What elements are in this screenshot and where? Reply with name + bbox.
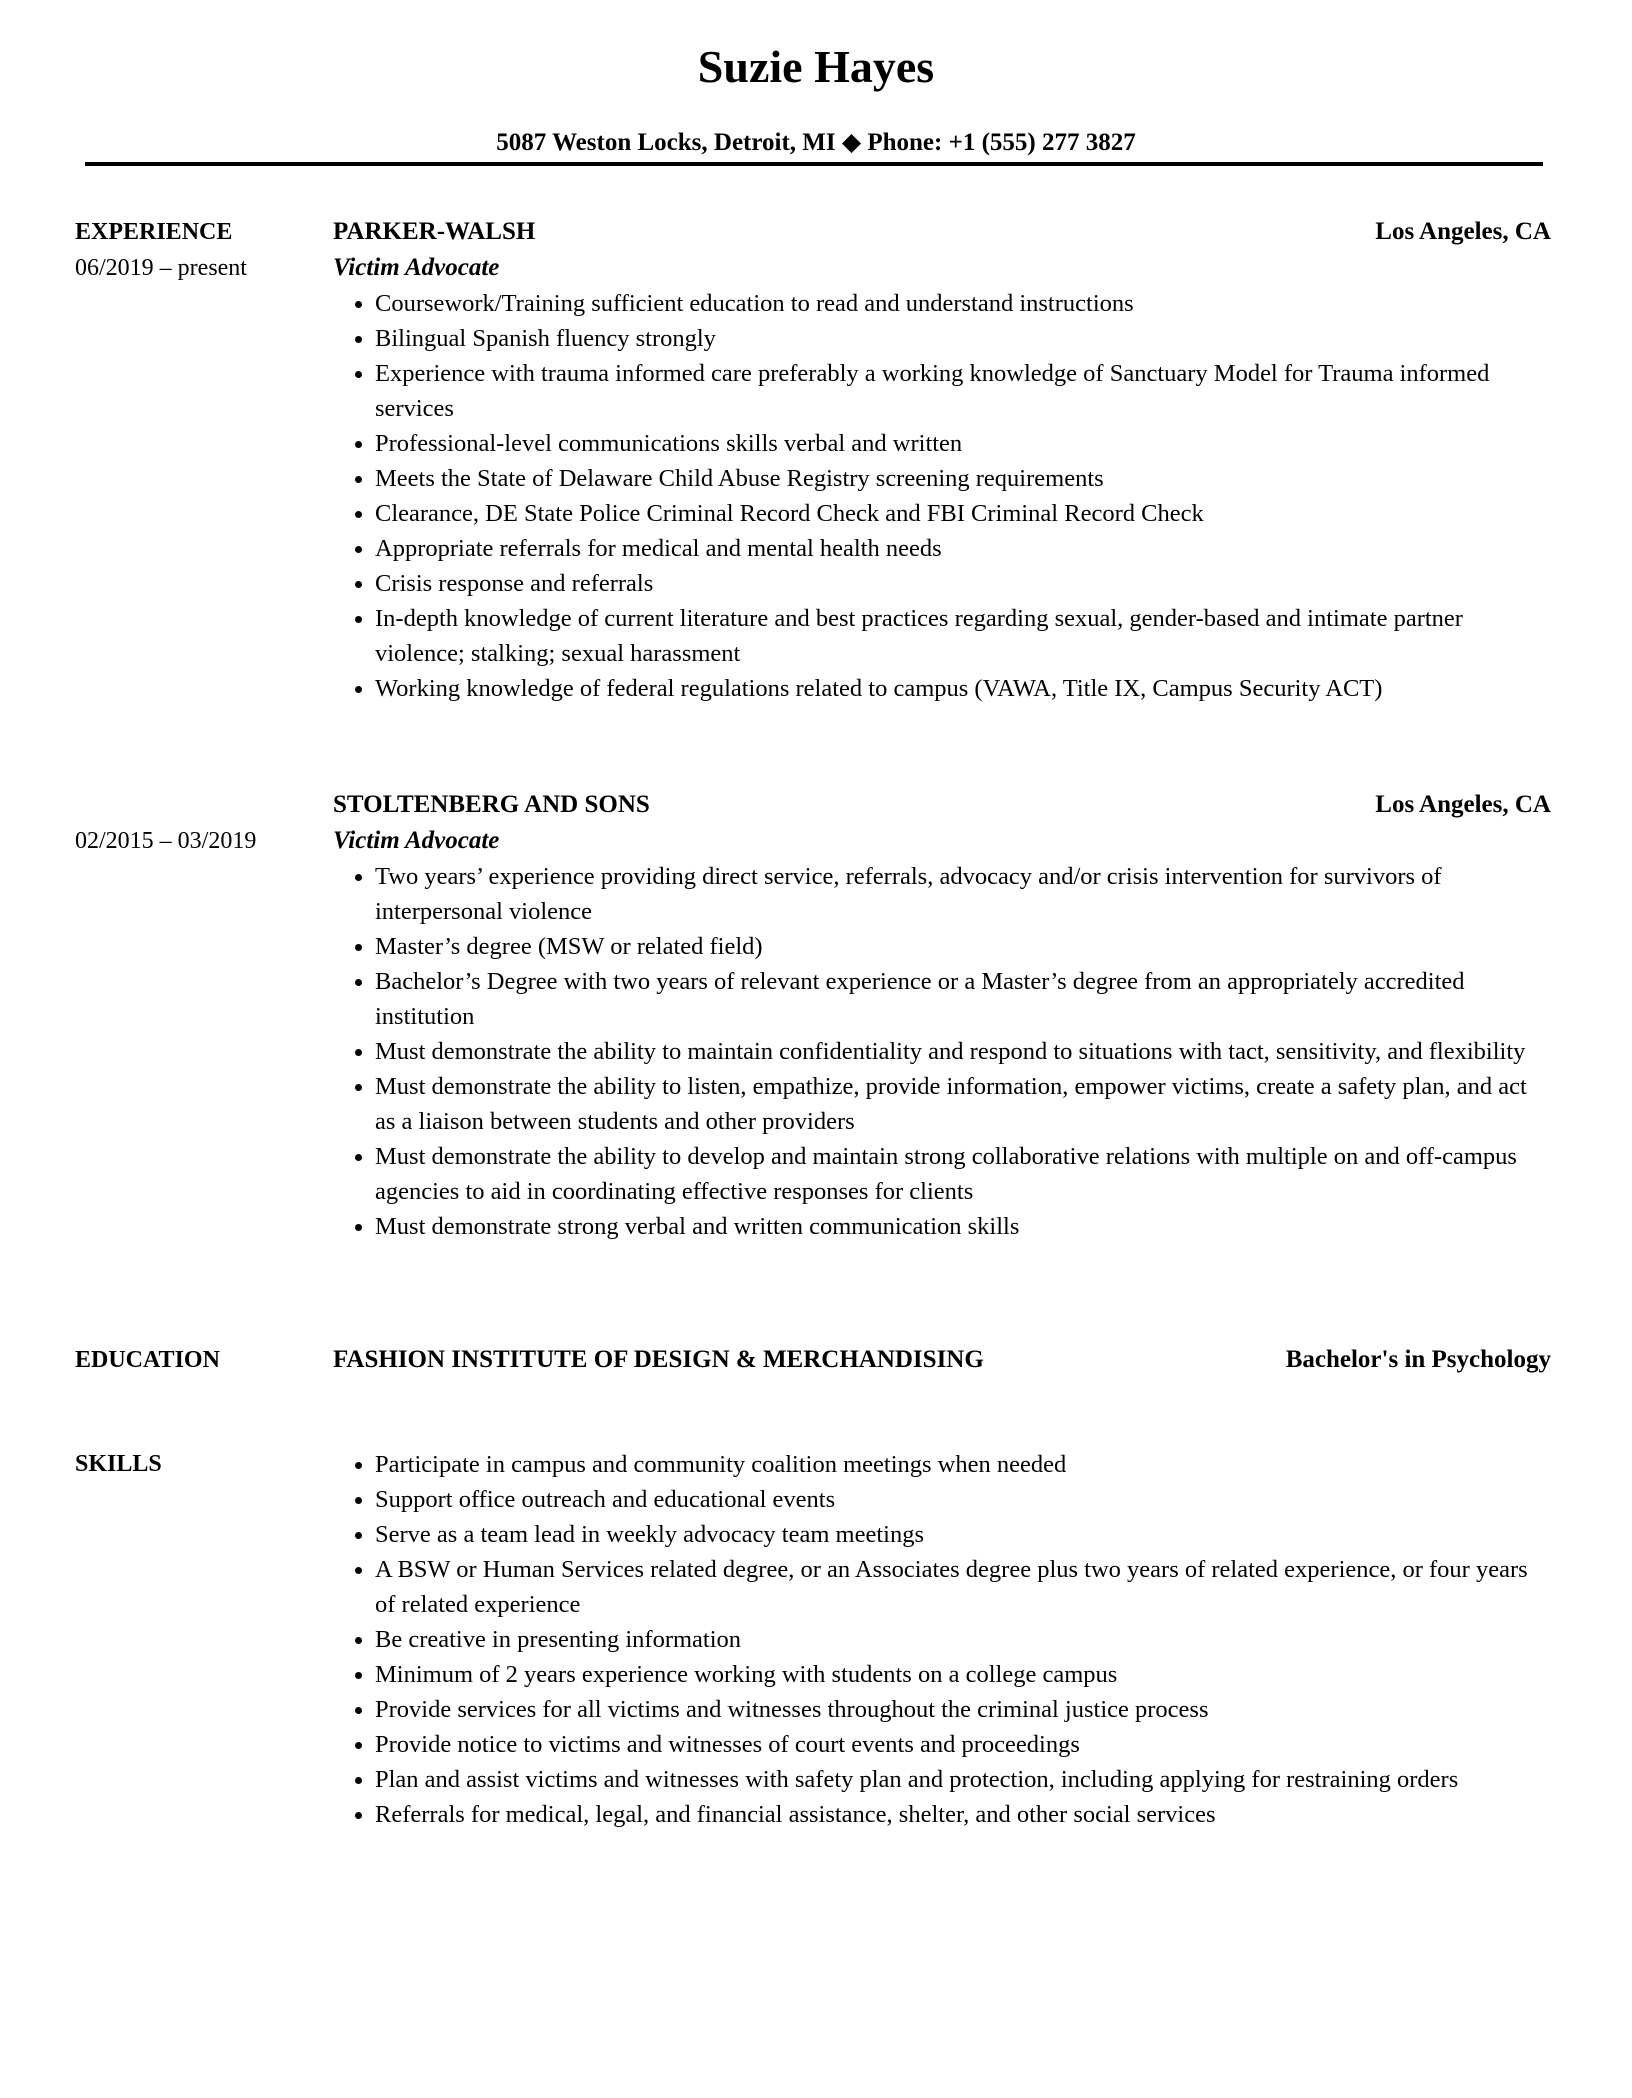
list-item: Coursework/Training sufficient education to read and understand instructions [375, 286, 1551, 321]
job-dates: 06/2019 – present [75, 255, 247, 281]
list-item: Provide services for all victims and witnesses throughout the criminal justice process [375, 1692, 1551, 1727]
job-location: Los Angeles, CA [1375, 791, 1551, 818]
list-item: Serve as a team lead in weekly advocacy team meetings [375, 1517, 1551, 1552]
job-bullets [333, 859, 1551, 1244]
list-item: Support office outreach and educational events [375, 1482, 1551, 1517]
list-item: In-depth knowledge of current literature and best practices regarding sexual, gender-based and intimate partner violence; stalking; sexual harassment [375, 601, 1551, 671]
list-item: Must demonstrate the ability to develop and maintain strong collaborative relations with multiple on and off-campus agencies to aid in coordinating effective responses for clients [375, 1139, 1551, 1209]
list-item: Plan and assist victims and witnesses with safety plan and protection, including applying for restraining orders [375, 1762, 1551, 1797]
list-item: Clearance, DE State Police Criminal Record Check and FBI Criminal Record Check [375, 496, 1551, 531]
skills-list [333, 1447, 1551, 1832]
list-item: Be creative in presenting information [375, 1622, 1551, 1657]
list-item: Provide notice to victims and witnesses of court events and proceedings [375, 1727, 1551, 1762]
list-item: Referrals for medical, legal, and financial assistance, shelter, and other social services [375, 1797, 1551, 1832]
list-item: Must demonstrate the ability to listen, empathize, provide information, empower victims, create a safety plan, and act as a liaison between students and other providers [375, 1069, 1551, 1139]
section-label-education: EDUCATION [75, 1347, 220, 1373]
list-item: Appropriate referrals for medical and mental health needs [375, 531, 1551, 566]
job-bullets [333, 286, 1551, 706]
section-label-experience: EXPERIENCE [75, 219, 233, 245]
degree: Bachelor's in Psychology [1285, 1346, 1551, 1373]
company-name: PARKER-WALSH [333, 218, 536, 245]
list-item: Must demonstrate the ability to maintain confidentiality and respond to situations with tact, sensitivity, and flexibility [375, 1034, 1551, 1069]
list-item: Must demonstrate strong verbal and written communication skills [375, 1209, 1551, 1244]
company-name: STOLTENBERG AND SONS [333, 791, 650, 818]
candidate-name: Suzie Hayes [697, 41, 935, 92]
list-item: Experience with trauma informed care preferably a working knowledge of Sanctuary Model for Trauma informed services [375, 356, 1551, 426]
list-item: Working knowledge of federal regulations related to campus (VAWA, Title IX, Campus Security ACT) [375, 671, 1551, 706]
list-item: Bachelor’s Degree with two years of relevant experience or a Master’s degree from an appropriately accredited institution [375, 964, 1551, 1034]
header-divider [85, 162, 1543, 166]
list-item: Professional-level communications skills verbal and written [375, 426, 1551, 461]
list-item: Minimum of 2 years experience working with students on a college campus [375, 1657, 1551, 1692]
contact-line: 5087 Weston Locks, Detroit, MI ◆ Phone: +1 (555) 277 3827 [496, 129, 1136, 156]
school-name: FASHION INSTITUTE OF DESIGN & MERCHANDISING [333, 1346, 984, 1373]
job-title: Victim Advocate [333, 827, 500, 854]
job-location: Los Angeles, CA [1375, 218, 1551, 245]
list-item: Master’s degree (MSW or related field) [375, 929, 1551, 964]
list-item: A BSW or Human Services related degree, or an Associates degree plus two years of related experience, or four years of related experience [375, 1552, 1551, 1622]
list-item: Meets the State of Delaware Child Abuse Registry screening requirements [375, 461, 1551, 496]
list-item: Bilingual Spanish fluency strongly [375, 321, 1551, 356]
list-item: Participate in campus and community coalition meetings when needed [375, 1447, 1551, 1482]
job-title: Victim Advocate [333, 254, 500, 281]
section-label-skills: SKILLS [75, 1451, 162, 1477]
list-item: Crisis response and referrals [375, 566, 1551, 601]
job-dates: 02/2015 – 03/2019 [75, 828, 257, 854]
list-item: Two years’ experience providing direct service, referrals, advocacy and/or crisis intervention for survivors of interpersonal violence [375, 859, 1551, 929]
